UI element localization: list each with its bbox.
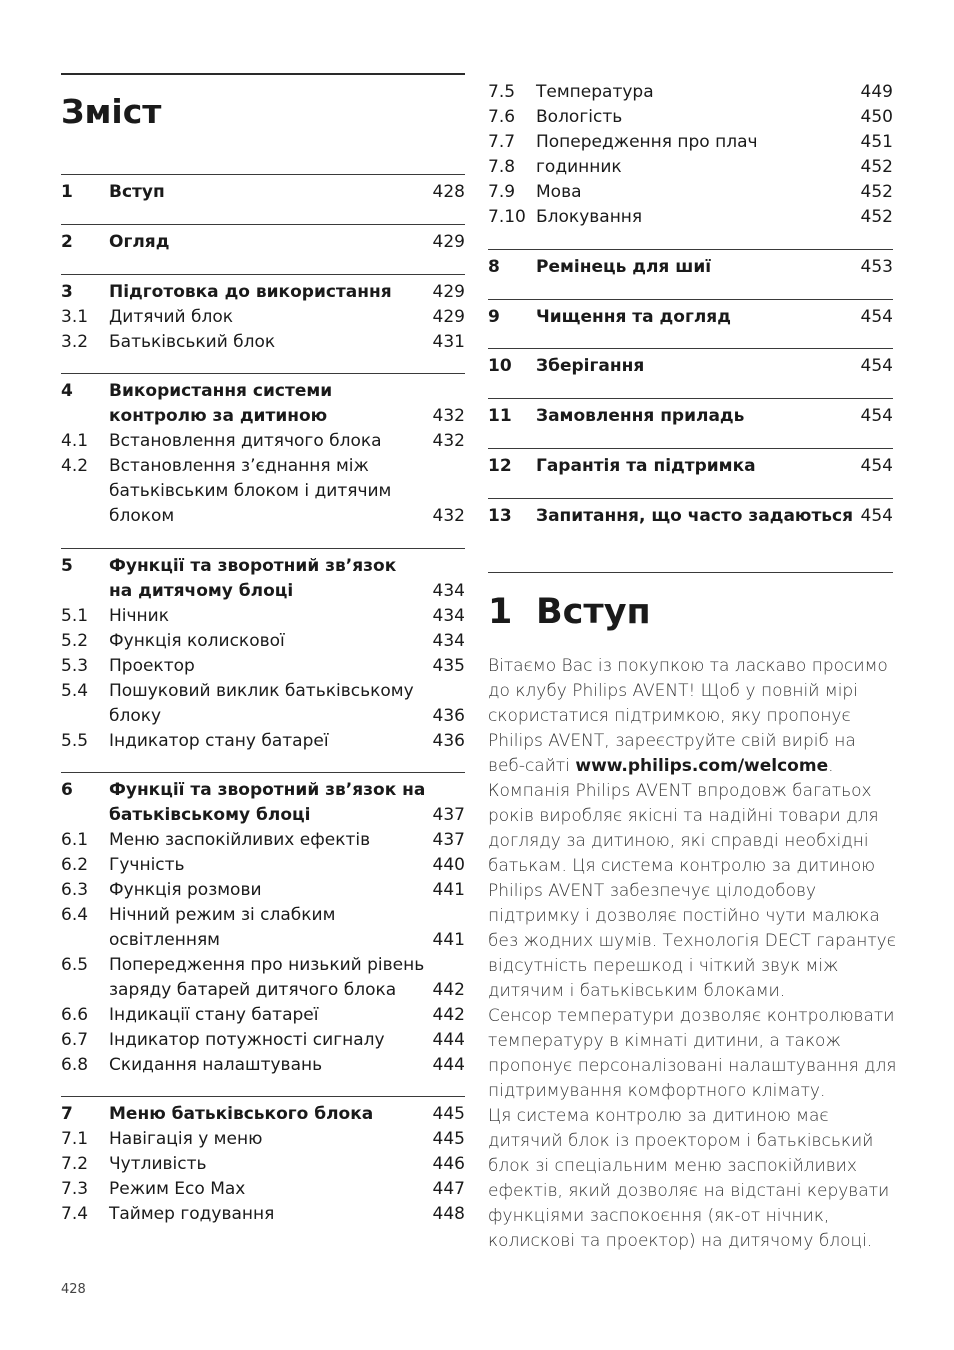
intro-body xyxy=(488,654,898,1254)
toc-entry-label: Індикації стану батареї xyxy=(109,1005,319,1025)
toc-entry-page: 436 xyxy=(432,731,465,751)
toc-entry-page: 452 xyxy=(860,157,893,177)
toc-entry-page: 444 xyxy=(432,1055,465,1075)
toc-entry-number: 7.4 xyxy=(61,1204,89,1224)
toc-entry-page: 445 xyxy=(432,1104,465,1124)
toc-entry-number: 2 xyxy=(61,232,73,252)
toc-entry-number: 6.3 xyxy=(61,880,89,900)
toc-entry-number: 7.1 xyxy=(61,1129,89,1149)
toc-entry-page: 429 xyxy=(432,282,465,302)
toc-entry-label: Вологість xyxy=(536,107,623,127)
toc-entry-number: 7.2 xyxy=(61,1154,89,1174)
toc-entry-label: Огляд xyxy=(109,232,170,252)
toc-entry[interactable] xyxy=(61,429,465,454)
toc-entry-label: Температура xyxy=(536,82,654,102)
toc-entry-number: 5.5 xyxy=(61,731,89,751)
toc-entry-label: Функція розмови xyxy=(109,880,262,900)
toc-section xyxy=(488,299,893,330)
toc-entry-number: 6.6 xyxy=(61,1005,89,1025)
toc-entry[interactable] xyxy=(61,1177,465,1202)
toc-entry-label: Індикатор потужності сигналу xyxy=(109,1030,385,1050)
toc-entry[interactable] xyxy=(61,330,465,355)
toc-entry-label: Попередження про плач xyxy=(536,132,758,152)
toc-section xyxy=(61,548,465,754)
toc-entry-number: 6.2 xyxy=(61,855,89,875)
toc-entry-page: 449 xyxy=(860,82,893,102)
toc-entry-page: 447 xyxy=(432,1179,465,1199)
toc-entry[interactable] xyxy=(61,479,465,504)
toc-entry-page: 444 xyxy=(432,1030,465,1050)
toc-entry-label: Нічник xyxy=(109,606,169,626)
toc-entry-label: Пошуковий виклик батьківському xyxy=(109,681,414,701)
toc-entry-label: Використання системи xyxy=(109,381,333,401)
toc-entry-page: 434 xyxy=(432,631,465,651)
toc-entry-page: 431 xyxy=(432,332,465,352)
toc-entry-number: 1 xyxy=(61,182,73,202)
toc-entry-label: Навігація у меню xyxy=(109,1129,263,1149)
toc-entry[interactable] xyxy=(61,853,465,878)
toc-entry-number: 4 xyxy=(61,381,73,401)
toc-entry-label: Гарантія та підтримка xyxy=(536,456,756,476)
toc-entry-page: 453 xyxy=(860,257,893,277)
toc-entry-number: 7.8 xyxy=(488,157,516,177)
toc-entry[interactable] xyxy=(61,280,465,305)
toc-entry-label: Встановлення з’єднання між xyxy=(109,456,369,476)
toc-entry-label: Меню батьківського блока xyxy=(109,1104,374,1124)
toc-entry-page: 454 xyxy=(860,406,893,426)
toc-entry[interactable] xyxy=(488,155,893,180)
toc-entry[interactable] xyxy=(488,80,893,105)
toc-entry-label: Проектор xyxy=(109,656,195,676)
toc-entry-number: 7.9 xyxy=(488,182,516,202)
toc-entry-label: Чутливість xyxy=(109,1154,207,1174)
toc-entry-number: 6.7 xyxy=(61,1030,89,1050)
toc-entry-number: 7.6 xyxy=(488,107,516,127)
toc-entry-label: Підготовка до використання xyxy=(109,282,392,302)
toc-section xyxy=(488,80,893,230)
toc-entry-label: Блокування xyxy=(536,207,643,227)
toc-entry-label: освітленням xyxy=(109,930,220,950)
toc-entry-label: заряду батарей дитячого блока xyxy=(109,980,397,1000)
toc-section xyxy=(61,772,465,1078)
toc-entry-label: блоку xyxy=(109,706,162,726)
section-rule xyxy=(488,572,893,573)
toc-entry-label: Вступ xyxy=(109,182,165,202)
toc-entry[interactable] xyxy=(488,404,893,429)
toc-entry[interactable] xyxy=(61,404,465,429)
paragraph-3: Сенсор температури дозволяє контролювати температуру в кімнаті дитини, а також пропонує персоналізовані налаштування для підтримування комфортного клімату. xyxy=(488,1006,897,1101)
toc-entry[interactable] xyxy=(61,978,465,1003)
toc-entry[interactable] xyxy=(61,554,465,579)
toc-entry[interactable] xyxy=(61,504,465,529)
toc-entry[interactable] xyxy=(61,1127,465,1152)
toc-entry[interactable] xyxy=(61,379,465,404)
toc-entry[interactable] xyxy=(61,704,465,729)
toc-entry-number: 6.5 xyxy=(61,955,89,975)
toc-entry[interactable] xyxy=(488,130,893,155)
toc-entry-label: Зберігання xyxy=(536,356,645,376)
toc-entry-number: 5.4 xyxy=(61,681,89,701)
toc-entry-label: годинник xyxy=(536,157,622,177)
toc-entry-page: 436 xyxy=(432,706,465,726)
toc-entry-page: 450 xyxy=(860,107,893,127)
toc-entry-number: 13 xyxy=(488,506,512,526)
toc-entry[interactable] xyxy=(61,230,465,255)
toc-entry[interactable] xyxy=(488,354,893,379)
toc-entry[interactable] xyxy=(61,778,465,803)
toc-entry-label: Функція колискової xyxy=(109,631,285,651)
toc-entry-page: 452 xyxy=(860,182,893,202)
toc-section xyxy=(61,174,465,205)
toc-entry-label: Нічний режим зі слабким xyxy=(109,905,336,925)
paragraph-1-end: . xyxy=(828,756,834,776)
toc-entry[interactable] xyxy=(61,305,465,330)
toc-entry[interactable] xyxy=(61,1053,465,1078)
toc-entry-number: 4.1 xyxy=(61,431,89,451)
toc-entry-page: 432 xyxy=(432,506,465,526)
toc-entry-page: 442 xyxy=(432,1005,465,1025)
toc-entry-number: 8 xyxy=(488,257,500,277)
toc-entry-label: Запитання, що часто задаються xyxy=(536,506,854,526)
toc-entry-page: 432 xyxy=(432,406,465,426)
toc-entry[interactable] xyxy=(488,205,893,230)
toc-entry[interactable] xyxy=(488,305,893,330)
toc-entry-number: 7.7 xyxy=(488,132,516,152)
toc-entry-page: 432 xyxy=(432,431,465,451)
toc-entry[interactable] xyxy=(61,1152,465,1177)
toc-entry-number: 4.2 xyxy=(61,456,89,476)
toc-entry[interactable] xyxy=(488,105,893,130)
toc-entry[interactable] xyxy=(61,878,465,903)
top-rule xyxy=(61,73,465,75)
toc-entry-label: Замовлення приладь xyxy=(536,406,745,426)
toc-entry-page: 440 xyxy=(432,855,465,875)
toc-entry[interactable] xyxy=(61,903,465,928)
toc-entry-number: 5 xyxy=(61,556,73,576)
toc-entry-number: 3.2 xyxy=(61,332,89,352)
toc-entry-number: 5.2 xyxy=(61,631,89,651)
toc-entry-label: контролю за дитиною xyxy=(109,406,328,426)
toc-entry-number: 5.3 xyxy=(61,656,89,676)
toc-entry[interactable] xyxy=(488,504,893,529)
toc-entry[interactable] xyxy=(61,928,465,953)
toc-entry-label: Мова xyxy=(536,182,582,202)
toc-entry[interactable] xyxy=(61,1028,465,1053)
toc-entry-label: блоком xyxy=(109,506,175,526)
toc-section xyxy=(488,498,893,529)
paragraph-1-text: Вітаємо Вас із покупкою та ласкаво просимо до клубу Philips AVENT! Щоб у повній мірі скористатися підтримкою, яку пропонує Philips AVENT, зареєструйте свій виріб на веб-сайті xyxy=(488,656,888,776)
toc-entry-label: Батьківський блок xyxy=(109,332,276,352)
toc-entry-number: 6.8 xyxy=(61,1055,89,1075)
toc-entry[interactable] xyxy=(488,255,893,280)
toc-entry-label: Індикатор стану батареї xyxy=(109,731,329,751)
paragraph-2: Компанія Philips AVENT впродовж багатьох років виробляє якісні та надійні товари для догляду за дитиною, які справді необхідні батькам. Ця система контролю за дитиною Philips AVENT забезпечує цілодобову підтримку і дозволяє постійно чути малюка без жодних шумів. Технологія DECT гарантує відсутність перешкод і чіткий звук між дитячим і батьківським блоками. xyxy=(488,781,897,1001)
toc-section xyxy=(488,249,893,280)
toc-entry[interactable] xyxy=(61,803,465,828)
toc-entry-number: 11 xyxy=(488,406,512,426)
toc-entry[interactable] xyxy=(61,729,465,754)
paragraph-1 xyxy=(488,654,898,779)
toc-entry[interactable] xyxy=(488,454,893,479)
toc-entry-page: 428 xyxy=(432,182,465,202)
toc-entry[interactable] xyxy=(61,579,465,604)
toc-entry-label: батьківському блоці xyxy=(109,805,311,825)
toc-entry[interactable] xyxy=(61,180,465,205)
toc-entry-number: 12 xyxy=(488,456,512,476)
toc-entry-label: Функції та зворотний зв’язок xyxy=(109,556,397,576)
toc-entry-page: 437 xyxy=(432,830,465,850)
toc-section xyxy=(488,398,893,429)
section-number: 1 xyxy=(488,592,513,632)
toc-entry-page: 434 xyxy=(432,606,465,626)
paragraph-4: Ця система контролю за дитиною має дитячий блок із проектором і батьківський блок зі спеціальним меню заспокійливих ефектів, який дозволяє на відстані керувати функціями заспокоєння (як-от нічник, колискові та проектор) на дитячому блоці. xyxy=(488,1106,890,1251)
toc-entry-label: Меню заспокійливих ефектів xyxy=(109,830,371,850)
toc-entry-page: 434 xyxy=(432,581,465,601)
toc-entry-number: 6.4 xyxy=(61,905,89,925)
toc-entry-label: Попередження про низький рівень xyxy=(109,955,425,975)
toc-entry-label: Ремінець для шиї xyxy=(536,257,712,277)
toc-entry-page: 454 xyxy=(860,506,893,526)
toc-entry-number: 3 xyxy=(61,282,73,302)
toc-entry-number: 9 xyxy=(488,307,500,327)
toc-entry-page: 429 xyxy=(432,307,465,327)
toc-entry-number: 6 xyxy=(61,780,73,800)
toc-entry[interactable] xyxy=(61,629,465,654)
welcome-link[interactable]: www.philips.com/welcome xyxy=(575,756,829,776)
toc-entry-number: 6.1 xyxy=(61,830,89,850)
toc-entry-label: Режим Eco Max xyxy=(109,1179,246,1199)
toc-entry-page: 429 xyxy=(432,232,465,252)
toc-entry-page: 454 xyxy=(860,356,893,376)
toc-section xyxy=(61,1096,465,1227)
toc-entry-number: 7.10 xyxy=(488,207,526,227)
toc-entry-number: 7.3 xyxy=(61,1179,89,1199)
toc-entry-number: 10 xyxy=(488,356,512,376)
toc-entry[interactable] xyxy=(61,1202,465,1227)
toc-entry[interactable] xyxy=(61,828,465,853)
toc-entry-page: 448 xyxy=(432,1204,465,1224)
toc-entry[interactable] xyxy=(488,180,893,205)
toc-entry[interactable] xyxy=(61,654,465,679)
toc-entry-page: 451 xyxy=(860,132,893,152)
toc-entry-number: 7 xyxy=(61,1104,73,1124)
toc-entry-page: 435 xyxy=(432,656,465,676)
toc-entry-page: 454 xyxy=(860,456,893,476)
toc-entry[interactable] xyxy=(61,1003,465,1028)
toc-entry-page: 441 xyxy=(432,930,465,950)
toc-entry-page: 452 xyxy=(860,207,893,227)
toc-entry[interactable] xyxy=(61,679,465,704)
toc-entry-label: Функції та зворотний зв’язок на xyxy=(109,780,426,800)
toc-entry-label: Таймер годування xyxy=(109,1204,275,1224)
toc-entry-page: 442 xyxy=(432,980,465,1000)
toc-section xyxy=(488,448,893,479)
toc-section xyxy=(61,373,465,529)
toc-section xyxy=(61,224,465,255)
toc-entry-page: 454 xyxy=(860,307,893,327)
toc-entry-label: на дитячому блоці xyxy=(109,581,294,601)
toc-entry-page: 445 xyxy=(432,1129,465,1149)
page-title: Зміст xyxy=(61,92,162,131)
toc-entry-page: 441 xyxy=(432,880,465,900)
toc-entry-page: 437 xyxy=(432,805,465,825)
toc-entry-label: батьківським блоком і дитячим xyxy=(109,481,392,501)
page-number: 428 xyxy=(61,1282,86,1297)
toc-entry-label: Скидання налаштувань xyxy=(109,1055,323,1075)
toc-entry-number: 7.5 xyxy=(488,82,516,102)
toc-section xyxy=(488,348,893,379)
section-title: Вступ xyxy=(536,592,651,632)
toc-entry[interactable] xyxy=(61,1102,465,1127)
toc-section xyxy=(61,274,465,355)
toc-entry-page: 446 xyxy=(432,1154,465,1174)
toc-entry[interactable] xyxy=(61,604,465,629)
toc-entry-label: Чищення та догляд xyxy=(536,307,731,327)
toc-entry-number: 3.1 xyxy=(61,307,89,327)
toc-entry[interactable] xyxy=(61,454,465,479)
toc-entry-number: 5.1 xyxy=(61,606,89,626)
toc-entry-label: Дитячий блок xyxy=(109,307,234,327)
toc-entry-label: Встановлення дитячого блока xyxy=(109,431,382,451)
toc-entry[interactable] xyxy=(61,953,465,978)
toc-entry-label: Гучність xyxy=(109,855,185,875)
